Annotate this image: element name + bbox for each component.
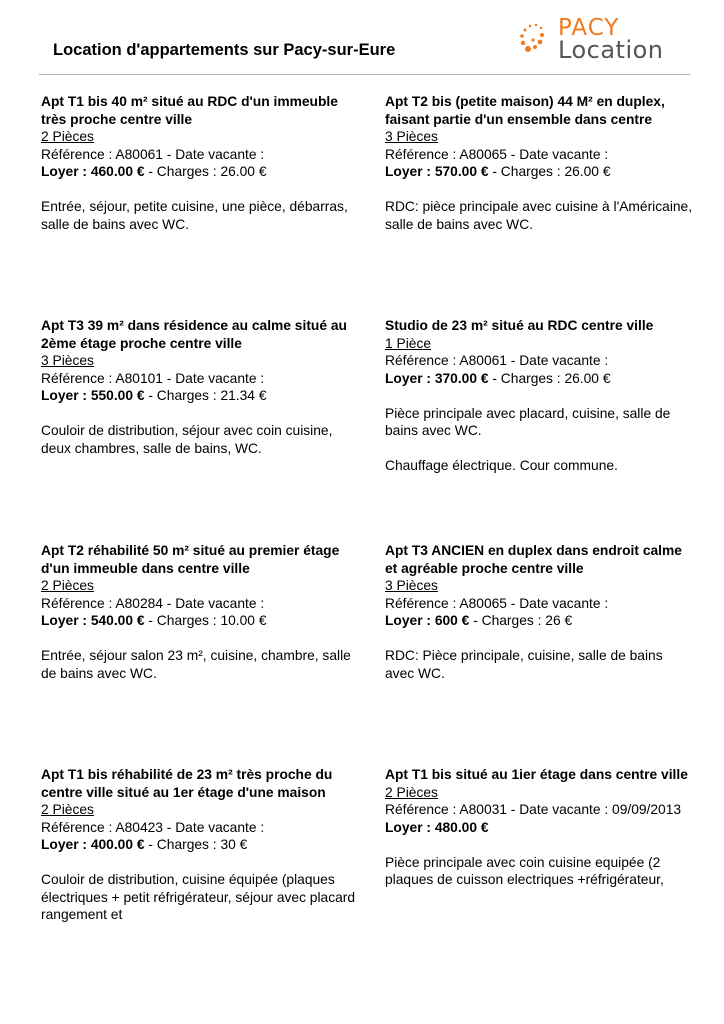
listing-description	[385, 405, 693, 475]
listing-rent: Loyer : 570.00 €	[385, 164, 489, 179]
page-title: Location d'appartements sur Pacy-sur-Eure	[53, 41, 396, 59]
listing-card	[41, 93, 357, 233]
listing-rent: Loyer : 370.00 €	[385, 370, 489, 386]
listing-reference: Référence : A80101 - Date vacante :	[41, 370, 265, 386]
listing-card	[41, 766, 357, 924]
listing-rooms: 2 Pièces	[41, 802, 94, 817]
listing-rent: Loyer : 550.00 €	[41, 388, 145, 403]
logo-text-location: Location	[558, 36, 664, 64]
listing-rent: Loyer : 460.00 €	[41, 164, 145, 179]
listing-rent-line	[41, 163, 357, 181]
listing-rooms: 3 Pièces	[41, 353, 94, 368]
listing-description	[41, 647, 357, 682]
listing-description	[385, 854, 693, 889]
listing-rent-line	[41, 387, 357, 405]
listing-rooms: 2 Pièces	[385, 784, 438, 800]
listing-description-paragraph: Entrée, séjour salon 23 m², cuisine, chambre, salle de bains avec WC.	[41, 648, 351, 681]
listing-card	[385, 93, 693, 233]
listing-description-paragraph: Pièce principale avec coin cuisine equipée (2 plaques de cuisson electriques +réfrigérateur,	[385, 854, 664, 887]
listing-rent-line	[385, 612, 693, 630]
listing-reference: Référence : A80284 - Date vacante :	[41, 595, 265, 611]
listing-rent: Loyer : 540.00 €	[41, 613, 145, 628]
listing-reference: Référence : A80065 - Date vacante :	[385, 595, 609, 611]
listing-title: Apt T1 bis situé au 1ier étage dans centre ville	[385, 767, 688, 782]
listing-description	[41, 871, 357, 924]
listing-description-paragraph: Couloir de distribution, séjour avec coin cuisine, deux chambres, salle de bains, WC.	[41, 423, 333, 456]
listing-card	[385, 766, 693, 889]
listing-card	[41, 542, 357, 682]
listing-rent-line	[385, 370, 693, 388]
listing-rent-line	[41, 836, 357, 854]
listing-title: Apt T2 bis (petite maison) 44 M² en duplex, faisant partie d'un ensemble dans centre	[385, 94, 665, 127]
listing-reference: Référence : A80061 - Date vacante :	[385, 353, 609, 368]
listing-rent-line	[41, 612, 357, 630]
listing-rooms: 3 Pièces	[385, 129, 438, 144]
listing-title: Apt T3 ANCIEN en duplex dans endroit calme et agréable proche centre ville	[385, 543, 682, 576]
listing-rooms: 1 Pièce	[385, 335, 432, 351]
listing-title: Apt T1 bis 40 m² situé au RDC d'un immeuble très proche centre ville	[41, 94, 338, 127]
listing-description	[385, 647, 693, 682]
listing-title: Apt T3 39 m² dans résidence au calme situé au 2ème étage proche centre ville	[41, 318, 347, 351]
listing-card	[41, 317, 357, 457]
listing-charges: - Charges : 26.00 €	[488, 370, 611, 386]
listing-charges: - Charges : 26.00 €	[488, 164, 611, 179]
listing-charges: - Charges : 26 €	[469, 613, 573, 628]
pacy-location-logo	[514, 16, 684, 66]
listing-rooms: 2 Pièces	[41, 129, 94, 144]
listing-rent-line	[385, 163, 693, 181]
listing-charges: - Charges : 26.00 €	[144, 164, 267, 179]
listing-description	[41, 198, 357, 233]
listing-title: Apt T1 bis réhabilité de 23 m² très proche du centre ville situé au 1er étage d'une maison	[41, 767, 333, 800]
listing-charges: - Charges : 30 €	[144, 837, 248, 852]
listing-description-paragraph: Entrée, séjour, petite cuisine, une pièce, débarras, salle de bains avec WC.	[41, 199, 348, 232]
listing-reference: Référence : A80031 - Date vacante : 09/09/2013	[385, 802, 682, 817]
listing-reference: Référence : A80423 - Date vacante :	[41, 819, 265, 835]
listing-description-paragraph: RDC: Pièce principale, cuisine, salle de bains avec WC.	[385, 648, 663, 681]
listing-reference: Référence : A80065 - Date vacante :	[385, 146, 609, 162]
logo-text-pacy: PACY	[558, 15, 620, 41]
listing-card	[385, 317, 693, 475]
listing-description-paragraph: Chauffage électrique. Cour commune.	[385, 458, 618, 473]
listing-rooms: 2 Pièces	[41, 578, 94, 593]
listing-title: Apt T2 réhabilité 50 m² situé au premier étage d'un immeuble dans centre ville	[41, 543, 340, 576]
listing-description-paragraph: Couloir de distribution, cuisine équipée (plaques électriques + petit réfrigérateur, séjour avec placard rangement et	[41, 872, 356, 922]
listing-charges: - Charges : 10.00 €	[144, 613, 267, 628]
listing-rent: Loyer : 480.00 €	[385, 819, 489, 835]
listing-reference: Référence : A80061 - Date vacante :	[41, 146, 265, 162]
listing-rent: Loyer : 600 €	[385, 613, 470, 628]
listing-card	[385, 542, 693, 682]
listing-charges: - Charges : 21.34 €	[144, 388, 267, 403]
listing-rent-line	[385, 819, 693, 837]
listing-description	[41, 422, 357, 457]
listing-description-paragraph: Pièce principale avec placard, cuisine, salle de bains avec WC.	[385, 405, 671, 438]
header-divider	[39, 74, 690, 75]
listing-description-paragraph: RDC: pièce principale avec cuisine à l'Américaine, salle de bains avec WC.	[385, 199, 693, 232]
listing-rooms: 3 Pièces	[385, 578, 438, 593]
listing-rent: Loyer : 400.00 €	[41, 837, 145, 852]
listing-description	[385, 198, 693, 233]
listing-title: Studio de 23 m² situé au RDC centre ville	[385, 318, 654, 333]
